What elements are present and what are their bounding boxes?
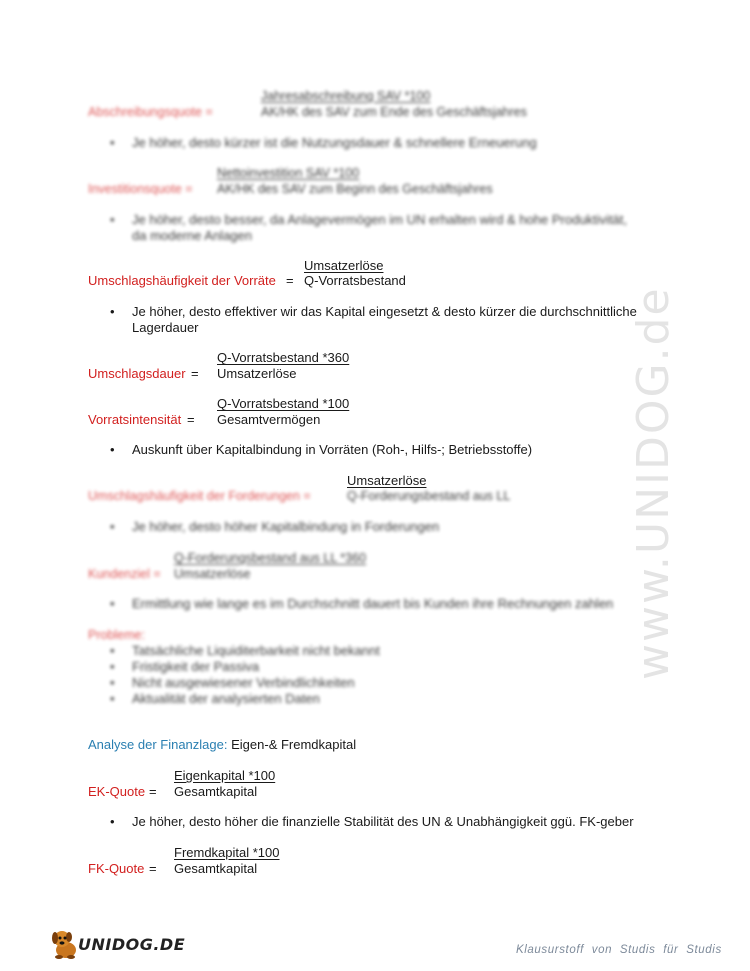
logo-text: UNIDOG.DE	[78, 935, 186, 954]
bullet-glyph: •	[110, 519, 115, 534]
umschlag-vorraete-denominator: Q-Vorratsbestand	[304, 273, 406, 288]
investition-denominator: AK/HK des SAV zum Beginn des Geschäftsjahres	[217, 182, 493, 196]
abschreibung-denominator: AK/HK des SAV zum Ende des Geschäftsjahres	[261, 105, 527, 119]
bullet-text: Je höher, desto kürzer ist die Nutzungsdauer & schnellere Erneuerung	[132, 135, 537, 150]
finanzlage-heading: Analyse der Finanzlage:	[88, 737, 228, 752]
kundenziel-denominator: Umsatzerlöse	[174, 567, 251, 581]
bullet-glyph: •	[110, 691, 115, 706]
fk-quote-label: FK-Quote	[88, 861, 145, 876]
bullet-text: Ermittlung wie lange es im Durchschnitt dauert bis Kunden ihre Rechnungen zahlen	[132, 596, 614, 611]
bullet-text-line2: Lagerdauer	[132, 320, 199, 335]
bullet-text: Auskunft über Kapitalbindung in Vorräten (Roh-, Hilfs-; Betriebsstoffe)	[132, 442, 533, 457]
umschlag-vorraete-label: Umschlagshäufigkeit der Vorräte	[88, 273, 276, 288]
probleme-item-text: Fristigkeit der Passiva	[132, 659, 260, 674]
probleme-item-text: Tatsächliche Liquiditerbarkeit nicht bekannt	[132, 643, 380, 658]
kundenziel-label: Kundenziel =	[88, 567, 161, 581]
bullet-glyph: •	[110, 659, 115, 674]
vorratsintensitaet-label: Vorratsintensität	[88, 412, 182, 427]
vorratsintensitaet-eq: =	[187, 412, 195, 427]
probleme-item-text: Aktualität der analysierten Daten	[132, 691, 320, 706]
abschreibung-label: Abschreibungsquote =	[88, 105, 213, 119]
umschlag-forderungen-numerator: Umsatzerlöse	[347, 473, 427, 488]
watermark: www.UNIDOG.de	[628, 286, 679, 680]
bullet-text: Je höher, desto höher die finanzielle Stabilität des UN & Unabhängigkeit ggü. FK-geber	[132, 814, 634, 829]
finanzlage-heading-line	[88, 737, 356, 753]
umschlagsdauer-label: Umschlagsdauer	[88, 366, 186, 381]
ek-quote-eq: =	[149, 784, 157, 799]
fk-quote-denominator: Gesamtkapital	[174, 861, 258, 876]
investition-label: Investitionsquote =	[88, 182, 193, 196]
bullet-glyph: •	[110, 675, 115, 690]
unidog-logo	[50, 928, 186, 960]
bullet-glyph: •	[110, 135, 115, 150]
umschlagsdauer-denominator: Umsatzerlöse	[217, 366, 297, 381]
bullet-text: Je höher, desto höher Kapitalbindung in Forderungen	[132, 519, 440, 534]
abschreibung-numerator: Jahresabschreibung SAV *100	[261, 89, 431, 103]
bullet-glyph: •	[110, 814, 115, 829]
ek-quote-numerator: Eigenkapital *100	[174, 768, 276, 783]
umschlag-forderungen-label: Umschlagshäufigkeit der Forderungen =	[88, 489, 311, 503]
bullet-text-line1: Je höher, desto effektiver wir das Kapital eingesetzt & desto kürzer die durchschnittliche	[132, 304, 637, 319]
probleme-heading: Probleme:	[88, 628, 145, 642]
kundenziel-numerator: Q-Forderungsbestand aus LL *360	[174, 551, 367, 565]
fk-quote-eq: =	[149, 861, 157, 876]
ek-quote-label: EK-Quote	[88, 784, 146, 799]
bullet-glyph: •	[110, 442, 115, 457]
footer-slogan: Klausurstoff von Studis für Studis	[516, 944, 722, 956]
fk-quote-numerator: Fremdkapital *100	[174, 845, 280, 860]
ek-quote-denominator: Gesamtkapital	[174, 784, 258, 799]
dog-mascot-icon	[50, 928, 80, 960]
bullet-glyph: •	[110, 596, 115, 611]
umschlag-vorraete-eq: =	[286, 273, 294, 288]
umschlagsdauer-eq: =	[191, 366, 199, 381]
bullet-glyph: •	[110, 304, 115, 319]
umschlag-vorraete-numerator: Umsatzerlöse	[304, 258, 384, 273]
finanzlage-subheading: Eigen-& Fremdkapital	[231, 737, 357, 752]
umschlagsdauer-numerator: Q-Vorratsbestand *360	[217, 350, 350, 365]
bullet-glyph: •	[110, 643, 115, 658]
investition-numerator: Nettoinvestition SAV *100	[217, 166, 360, 180]
bullet-text-line2: da moderne Anlagen	[132, 228, 252, 243]
probleme-item-text: Nicht ausgewiesener Verbindlichkeiten	[132, 675, 355, 690]
bullet-glyph: •	[110, 212, 115, 227]
vorratsintensitaet-numerator: Q-Vorratsbestand *100	[217, 396, 350, 411]
bullet-text-line1: Je höher, desto besser, da Anlagevermögen im UN erhalten wird & hohe Produktivität,	[132, 212, 628, 227]
umschlag-forderungen-denominator: Q-Forderungsbestand aus LL	[347, 489, 511, 503]
vorratsintensitaet-denominator: Gesamtvermögen	[217, 412, 321, 427]
